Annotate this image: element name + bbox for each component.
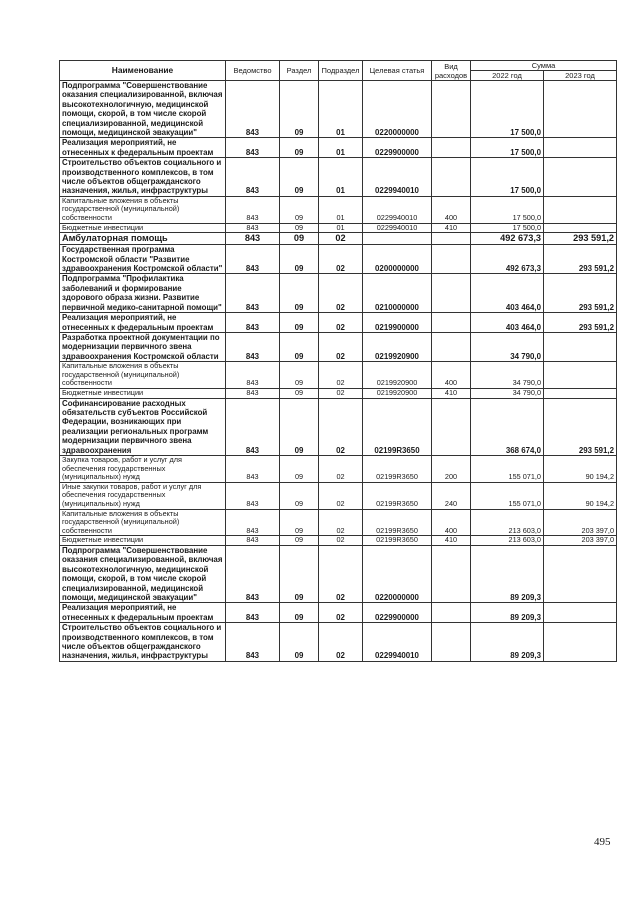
row-sum-2022: 403 464,0 bbox=[471, 313, 544, 333]
row-article: 02199R3650 bbox=[363, 455, 432, 482]
row-sum-2023 bbox=[544, 196, 617, 223]
row-section: 09 bbox=[280, 623, 319, 662]
row-dept: 843 bbox=[226, 398, 280, 455]
row-article: 0229940010 bbox=[363, 223, 432, 233]
row-section: 09 bbox=[280, 509, 319, 536]
row-dept: 843 bbox=[226, 158, 280, 197]
row-name: Капитальные вложения в объекты государственной (муниципальной) собственности bbox=[60, 509, 226, 536]
row-section: 09 bbox=[280, 455, 319, 482]
row-expense-type bbox=[432, 233, 471, 245]
row-expense-type: 240 bbox=[432, 482, 471, 509]
row-sum-2023 bbox=[544, 223, 617, 233]
row-article: 0219900000 bbox=[363, 313, 432, 333]
header-section: Раздел bbox=[280, 61, 319, 81]
row-sum-2023: 203 397,0 bbox=[544, 536, 617, 546]
row-article: 0229940010 bbox=[363, 196, 432, 223]
budget-rows bbox=[60, 81, 617, 662]
row-subsection: 02 bbox=[319, 245, 363, 274]
header-name: Наименование bbox=[60, 61, 226, 81]
row-expense-type: 410 bbox=[432, 223, 471, 233]
header-dept: Ведомство bbox=[226, 61, 280, 81]
row-sum-2022: 34 790,0 bbox=[471, 388, 544, 398]
row-name: Капитальные вложения в объекты государственной (муниципальной) собственности bbox=[60, 196, 226, 223]
row-article: 0229900000 bbox=[363, 138, 432, 158]
row-sum-2023: 90 194,2 bbox=[544, 455, 617, 482]
table-row bbox=[60, 332, 617, 361]
row-expense-type bbox=[432, 274, 471, 313]
table-row bbox=[60, 313, 617, 333]
table-row bbox=[60, 223, 617, 233]
row-subsection: 02 bbox=[319, 455, 363, 482]
row-subsection: 02 bbox=[319, 603, 363, 623]
row-dept: 843 bbox=[226, 482, 280, 509]
row-sum-2022: 213 603,0 bbox=[471, 536, 544, 546]
row-subsection: 02 bbox=[319, 545, 363, 602]
row-section: 09 bbox=[280, 362, 319, 389]
row-section: 09 bbox=[280, 332, 319, 361]
row-article: 0210000000 bbox=[363, 274, 432, 313]
row-sum-2022: 155 071,0 bbox=[471, 455, 544, 482]
row-expense-type bbox=[432, 332, 471, 361]
row-subsection: 02 bbox=[319, 332, 363, 361]
row-dept: 843 bbox=[226, 223, 280, 233]
row-sum-2022: 492 673,3 bbox=[471, 233, 544, 245]
header-expense-type: Вид расходов bbox=[432, 61, 471, 81]
row-article: 02199R3650 bbox=[363, 398, 432, 455]
page-number: 495 bbox=[594, 836, 611, 848]
row-expense-type bbox=[432, 313, 471, 333]
row-expense-type: 200 bbox=[432, 455, 471, 482]
row-article bbox=[363, 233, 432, 245]
row-dept: 843 bbox=[226, 536, 280, 546]
table-row bbox=[60, 509, 617, 536]
header-year-2023: 2023 год bbox=[544, 71, 617, 81]
row-section: 09 bbox=[280, 138, 319, 158]
row-expense-type: 400 bbox=[432, 509, 471, 536]
row-expense-type bbox=[432, 245, 471, 274]
row-sum-2023 bbox=[544, 388, 617, 398]
row-name: Строительство объектов социального и производственного комплексов, в том числе объектов общегражданского назначения, жилья, инфраструктуры bbox=[60, 158, 226, 197]
row-sum-2022: 34 790,0 bbox=[471, 332, 544, 361]
row-sum-2023: 293 591,2 bbox=[544, 313, 617, 333]
row-section: 09 bbox=[280, 274, 319, 313]
row-sum-2023: 90 194,2 bbox=[544, 482, 617, 509]
row-sum-2023: 293 591,2 bbox=[544, 233, 617, 245]
row-name: Бюджетные инвестиции bbox=[60, 223, 226, 233]
row-sum-2022: 17 500,0 bbox=[471, 158, 544, 197]
row-section: 09 bbox=[280, 81, 319, 138]
table-row bbox=[60, 482, 617, 509]
row-dept: 843 bbox=[226, 455, 280, 482]
row-subsection: 01 bbox=[319, 81, 363, 138]
row-name: Бюджетные инвестиции bbox=[60, 536, 226, 546]
row-dept: 843 bbox=[226, 362, 280, 389]
row-subsection: 02 bbox=[319, 623, 363, 662]
row-expense-type bbox=[432, 398, 471, 455]
row-subsection: 02 bbox=[319, 233, 363, 245]
row-article: 0229940010 bbox=[363, 623, 432, 662]
row-section: 09 bbox=[280, 388, 319, 398]
row-article: 0219920900 bbox=[363, 332, 432, 361]
row-sum-2023 bbox=[544, 81, 617, 138]
table-row bbox=[60, 196, 617, 223]
table-row bbox=[60, 245, 617, 274]
row-sum-2023 bbox=[544, 138, 617, 158]
row-name: Реализация мероприятий, не отнесенных к федеральным проектам bbox=[60, 603, 226, 623]
row-article: 0220000000 bbox=[363, 81, 432, 138]
row-subsection: 01 bbox=[319, 196, 363, 223]
table-row bbox=[60, 455, 617, 482]
row-name: Амбулаторная помощь bbox=[60, 233, 226, 245]
budget-table bbox=[59, 60, 617, 662]
row-dept: 843 bbox=[226, 81, 280, 138]
row-dept: 843 bbox=[226, 233, 280, 245]
row-section: 09 bbox=[280, 196, 319, 223]
row-section: 09 bbox=[280, 223, 319, 233]
row-article: 02199R3650 bbox=[363, 536, 432, 546]
table-row bbox=[60, 603, 617, 623]
row-dept: 843 bbox=[226, 545, 280, 602]
row-sum-2022: 368 674,0 bbox=[471, 398, 544, 455]
row-dept: 843 bbox=[226, 274, 280, 313]
row-section: 09 bbox=[280, 603, 319, 623]
row-sum-2022: 17 500,0 bbox=[471, 196, 544, 223]
row-expense-type: 400 bbox=[432, 196, 471, 223]
row-article: 02199R3650 bbox=[363, 482, 432, 509]
row-sum-2023 bbox=[544, 362, 617, 389]
row-subsection: 02 bbox=[319, 362, 363, 389]
row-subsection: 01 bbox=[319, 158, 363, 197]
table-row bbox=[60, 398, 617, 455]
row-dept: 843 bbox=[226, 623, 280, 662]
row-subsection: 02 bbox=[319, 482, 363, 509]
row-expense-type bbox=[432, 623, 471, 662]
row-sum-2023 bbox=[544, 603, 617, 623]
table-row bbox=[60, 81, 617, 138]
row-name: Бюджетные инвестиции bbox=[60, 388, 226, 398]
row-sum-2023: 293 591,2 bbox=[544, 245, 617, 274]
row-article: 0200000000 bbox=[363, 245, 432, 274]
table-row bbox=[60, 536, 617, 546]
row-expense-type bbox=[432, 545, 471, 602]
row-sum-2022: 17 500,0 bbox=[471, 223, 544, 233]
row-expense-type bbox=[432, 81, 471, 138]
header-subsection: Подраздел bbox=[319, 61, 363, 81]
row-article: 0229940010 bbox=[363, 158, 432, 197]
table-row bbox=[60, 623, 617, 662]
row-sum-2022: 403 464,0 bbox=[471, 274, 544, 313]
row-subsection: 02 bbox=[319, 274, 363, 313]
row-subsection: 01 bbox=[319, 223, 363, 233]
row-sum-2022: 17 500,0 bbox=[471, 138, 544, 158]
table-row bbox=[60, 388, 617, 398]
row-article: 0219920900 bbox=[363, 362, 432, 389]
row-dept: 843 bbox=[226, 196, 280, 223]
row-article: 0229900000 bbox=[363, 603, 432, 623]
row-section: 09 bbox=[280, 233, 319, 245]
row-expense-type: 410 bbox=[432, 388, 471, 398]
row-expense-type bbox=[432, 603, 471, 623]
table-row bbox=[60, 545, 617, 602]
row-name: Подпрограмма "Совершенствование оказания специализированной, включая высокотехнологичную, медицинской помощи, скорой, в том числе скорой специализированной, медицинской помощи, медицинской эвакуации" bbox=[60, 545, 226, 602]
row-name: Иные закупки товаров, работ и услуг для обеспечения государственных (муниципальных) нужд bbox=[60, 482, 226, 509]
row-section: 09 bbox=[280, 158, 319, 197]
row-name: Разработка проектной документации по модернизации первичного звена здравоохранения Костромской области bbox=[60, 332, 226, 361]
table-row bbox=[60, 274, 617, 313]
row-sum-2023 bbox=[544, 332, 617, 361]
row-section: 09 bbox=[280, 482, 319, 509]
row-subsection: 02 bbox=[319, 536, 363, 546]
row-dept: 843 bbox=[226, 138, 280, 158]
row-name: Строительство объектов социального и производственного комплексов, в том числе объектов общегражданского назначения, жилья, инфраструктуры bbox=[60, 623, 226, 662]
row-name: Реализация мероприятий, не отнесенных к федеральным проектам bbox=[60, 313, 226, 333]
row-subsection: 01 bbox=[319, 138, 363, 158]
row-sum-2022: 89 209,3 bbox=[471, 545, 544, 602]
row-section: 09 bbox=[280, 245, 319, 274]
row-article: 0220000000 bbox=[363, 545, 432, 602]
row-sum-2023: 203 397,0 bbox=[544, 509, 617, 536]
row-dept: 843 bbox=[226, 603, 280, 623]
row-expense-type: 410 bbox=[432, 536, 471, 546]
table-row bbox=[60, 233, 617, 245]
row-sum-2023 bbox=[544, 623, 617, 662]
row-name: Подпрограмма "Профилактика заболеваний и формирование здорового образа жизни. Развитие первичной медико-санитарной помощи" bbox=[60, 274, 226, 313]
row-expense-type: 400 bbox=[432, 362, 471, 389]
row-name: Государственная программа Костромской области "Развитие здравоохранения Костромской области" bbox=[60, 245, 226, 274]
budget-page bbox=[59, 60, 616, 662]
row-expense-type bbox=[432, 138, 471, 158]
row-sum-2022: 155 071,0 bbox=[471, 482, 544, 509]
row-article: 02199R3650 bbox=[363, 509, 432, 536]
header-target-article: Целевая статья bbox=[363, 61, 432, 81]
row-subsection: 02 bbox=[319, 509, 363, 536]
row-subsection: 02 bbox=[319, 388, 363, 398]
row-section: 09 bbox=[280, 398, 319, 455]
row-sum-2023: 293 591,2 bbox=[544, 398, 617, 455]
row-sum-2023 bbox=[544, 158, 617, 197]
row-dept: 843 bbox=[226, 313, 280, 333]
row-expense-type bbox=[432, 158, 471, 197]
row-sum-2022: 17 500,0 bbox=[471, 81, 544, 138]
row-name: Реализация мероприятий, не отнесенных к федеральным проектам bbox=[60, 138, 226, 158]
row-sum-2022: 213 603,0 bbox=[471, 509, 544, 536]
table-row bbox=[60, 138, 617, 158]
row-sum-2023: 293 591,2 bbox=[544, 274, 617, 313]
row-name: Капитальные вложения в объекты государственной (муниципальной) собственности bbox=[60, 362, 226, 389]
row-sum-2022: 492 673,3 bbox=[471, 245, 544, 274]
row-dept: 843 bbox=[226, 509, 280, 536]
row-section: 09 bbox=[280, 313, 319, 333]
row-dept: 843 bbox=[226, 332, 280, 361]
table-row bbox=[60, 158, 617, 197]
row-section: 09 bbox=[280, 545, 319, 602]
row-name: Подпрограмма "Совершенствование оказания специализированной, включая высокотехнологичную, медицинской помощи, скорой, в том числе скорой специализированной, медицинской помощи, медицинской эвакуации" bbox=[60, 81, 226, 138]
row-subsection: 02 bbox=[319, 398, 363, 455]
row-sum-2022: 89 209,3 bbox=[471, 623, 544, 662]
table-row bbox=[60, 362, 617, 389]
row-dept: 843 bbox=[226, 245, 280, 274]
row-section: 09 bbox=[280, 536, 319, 546]
row-article: 0219920900 bbox=[363, 388, 432, 398]
row-dept: 843 bbox=[226, 388, 280, 398]
row-name: Закупка товаров, работ и услуг для обеспечения государственных (муниципальных) нужд bbox=[60, 455, 226, 482]
row-sum-2023 bbox=[544, 545, 617, 602]
row-sum-2022: 89 209,3 bbox=[471, 603, 544, 623]
row-sum-2022: 34 790,0 bbox=[471, 362, 544, 389]
header-year-2022: 2022 год bbox=[471, 71, 544, 81]
row-subsection: 02 bbox=[319, 313, 363, 333]
header-sum: Сумма bbox=[471, 61, 617, 71]
row-name: Софинансирование расходных обязательств субъектов Российской Федерации, возникающих при реализации региональных программ модернизации первичного звена здравоохранения bbox=[60, 398, 226, 455]
